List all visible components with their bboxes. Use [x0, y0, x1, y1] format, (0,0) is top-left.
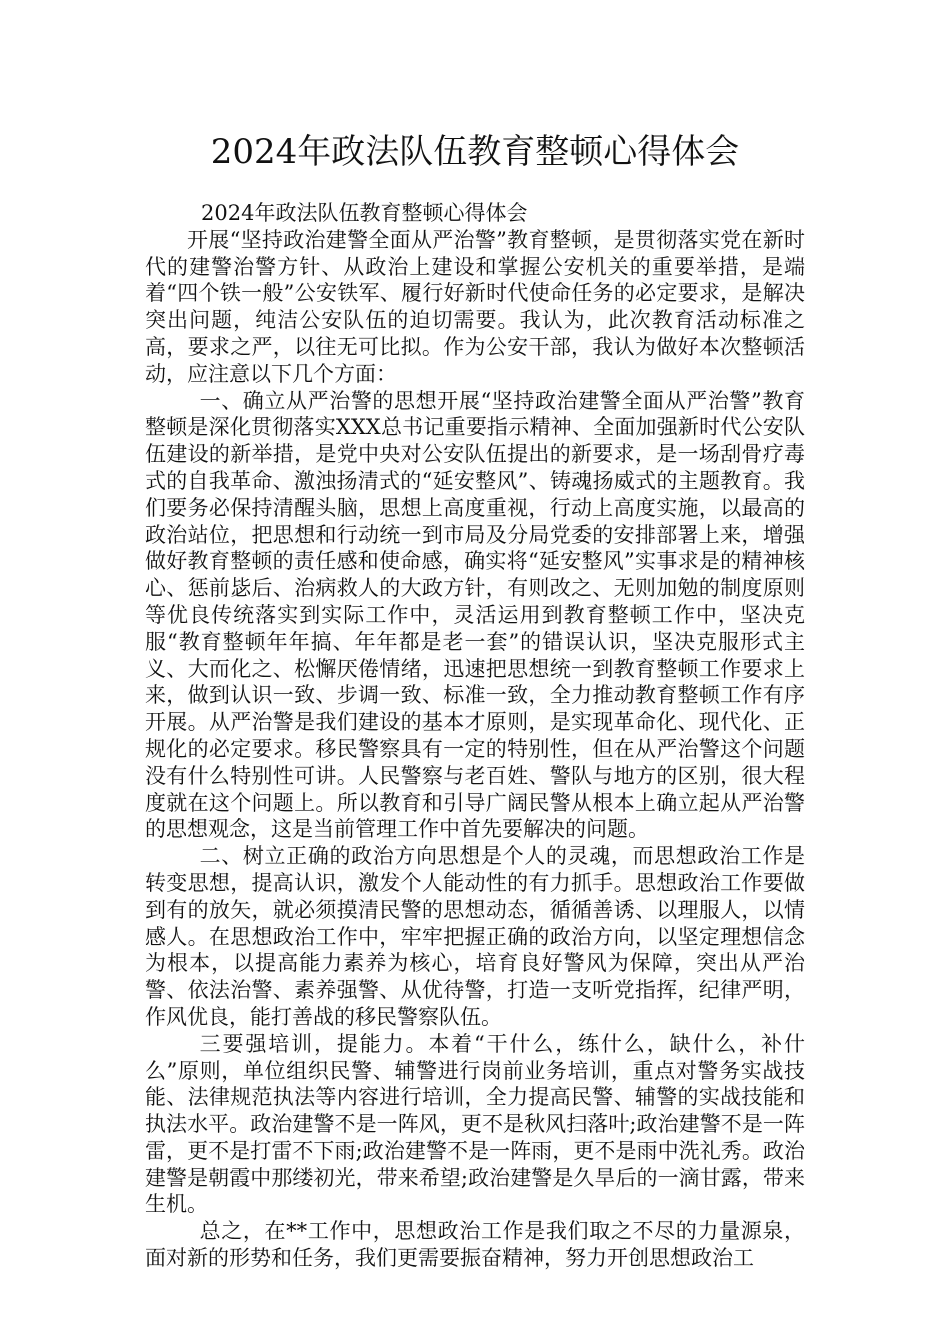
page-title: 2024年政法队伍教育整顿心得体会 — [210, 132, 740, 172]
document-subtitle: 2024年政法队伍教育整顿心得体会 — [201, 201, 528, 225]
paragraph-intro: 开展“坚持政治建警全面从严治警”教育整顿，是贯彻落实党在新时代的建警治警方针、从政治上建设和掌握公安机关的重要举措，是端着“四个铁一般”公安铁军、履行好新时代使命任务的必定要求，是解决突出问题，纯洁公安队伍的迫切需要。我认为，此次教育活动标准之高，要求之严，以往无可比拟。作为公安干部，我认为做好本次整顿活动，应注意以下几个方面： — [145, 227, 805, 386]
paragraph-conclusion: 总之，在**工作中，思想政治工作是我们取之不尽的力量源泉，面对新的形势和任务，我们更需要振奋精神，努力开创思想政治工 — [145, 1219, 805, 1271]
document-body — [145, 200, 805, 1272]
paragraph-section-1: 一、确立从严治警的思想开展“坚持政治建警全面从严治警”教育整顿是深化贯彻落实XXX总书记重要指示精神、全面加强新时代公安队伍建设的新举措，是党中央对公安队伍提出的新要求，是一场刮骨疗毒式的自我革命、激浊扬清式的“延安整风”、铸魂扬威式的主题教育。我们要务必保持清醒头脑，思想上高度重视，行动上高度实施，以最高的政治站位，把思想和行动统一到市局及分局党委的安排部署上来，增强做好教育整顿的责任感和使命感，确实将“延安整风”实事求是的精神核心、惩前毖后、治病救人的大政方针，有则改之、无则加勉的制度原则等优良传统落实到实际工作中，灵活运用到教育整顿工作中，坚决克服“教育整顿年年搞、年年都是老一套”的错误认识，坚决克服形式主义、大而化之、松懈厌倦情绪，迅速把思想统一到教育整顿工作要求上来，做到认识一致、步调一致、标准一致，全力推动教育整顿工作有序开展。从严治警是我们建设的基本才原则，是实现革命化、现代化、正规化的必定要求。移民警察具有一定的特别性，但在从严治警这个问题没有什么特别性可讲。人民警察与老百姓、警队与地方的区别，很大程度就在这个问题上。所以教育和引导广阔民警从根本上确立起从严治警的思想观念，这是当前管理工作中首先要解决的问题。 — [145, 388, 805, 842]
paragraph-section-3: 三要强培训，提能力。本着“干什么，练什么，缺什么，补什么”原则，单位组织民警、辅警进行岗前业务培训，重点对警务实战技能、法律规范执法等内容进行培训，全力提高民警、辅警的实战技能和执法水平。政治建警不是一阵风，更不是秋风扫落叶;政治建警不是一阵雷，更不是打雷不下雨;政治建警不是一阵雨，更不是雨中洗礼秀。政治建警是朝霞中那缕初光，带来希望;政治建警是久旱后的一滴甘露，带来生机。 — [145, 1031, 805, 1217]
paragraph-section-2: 二、树立正确的政治方向思想是个人的灵魂，而思想政治工作是转变思想，提高认识，激发个人能动性的有力抓手。思想政治工作要做到有的放矢，就必须摸清民警的思想动态，循循善诱、以理服人，以情感人。在思想政治工作中，牢牢把握正确的政治方向，以坚定理想信念为根本，以提高能力素养为核心，培育良好警风为保障，突出从严治警、依法治警、素养强警、从优待警，打造一支听党指挥，纪律严明，作风优良，能打善战的移民警察队伍。 — [145, 844, 805, 1029]
